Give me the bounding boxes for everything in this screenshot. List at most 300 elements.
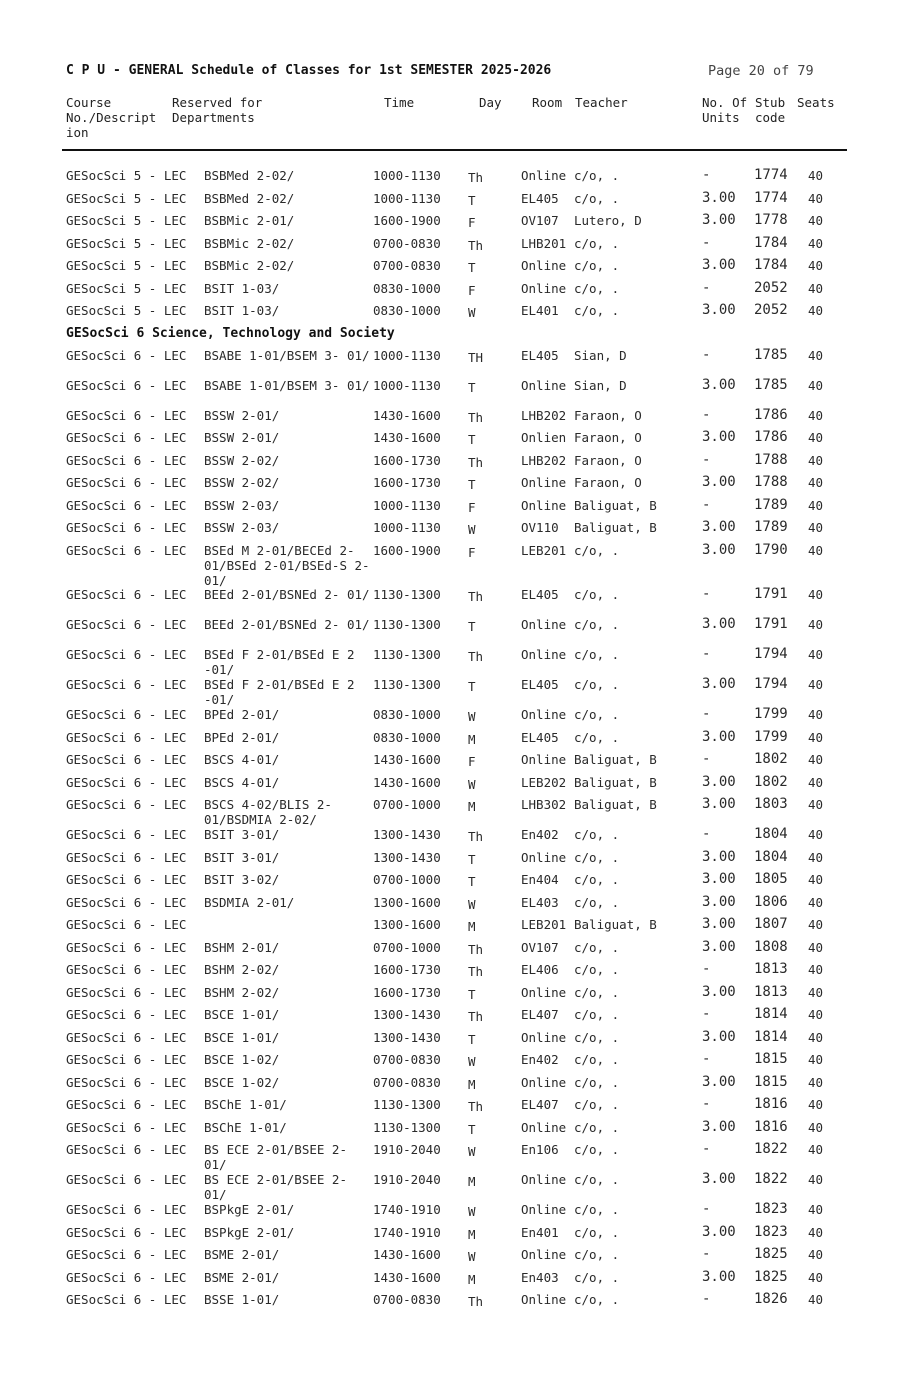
cell-dept: BSSW 2-01/: [204, 407, 280, 423]
cell-course: GESocSci 6 - LEC: [66, 894, 187, 910]
cell-room: EL405: [521, 190, 559, 206]
cell-room: Onlien: [521, 430, 567, 445]
cell-code: 1816: [754, 1118, 788, 1135]
cell-time: 1430-1600: [373, 1247, 441, 1262]
cell-units: 3.00: [702, 938, 736, 955]
cell-teacher: c/o, .: [574, 303, 620, 318]
cell-room: LEB201: [521, 542, 567, 558]
cell-day: W: [468, 896, 476, 912]
cell-course: GESocSci 6 - LEC: [66, 1119, 187, 1135]
cell-code: 1789: [754, 496, 788, 513]
cell-teacher: c/o, .: [574, 729, 620, 745]
table-row: [0, 1172, 900, 1202]
cell-units: 3.00: [702, 429, 736, 445]
cell-dept: BSIT 3-01/: [204, 849, 280, 865]
cell-teacher: c/o, .: [574, 1052, 620, 1067]
cell-teacher: Sian, D: [574, 377, 627, 393]
cell-teacher: c/o, .: [574, 1119, 620, 1135]
cell-units: 3.00: [702, 796, 736, 812]
cell-day: T: [468, 192, 476, 208]
cell-dept: BSSW 2-02/: [204, 475, 280, 490]
cell-time: 1130-1300: [373, 677, 441, 692]
cell-code: 1802: [754, 773, 788, 790]
cell-course: GESocSci 6 - LEC: [66, 872, 187, 887]
table-row: [0, 985, 900, 1008]
cell-time: 1000-1130: [373, 497, 441, 513]
cell-code: 1799: [754, 706, 788, 722]
cell-day: W: [468, 709, 476, 724]
cell-dept: BSDMIA 2-01/: [204, 894, 295, 910]
cell-day: Th: [468, 1099, 484, 1114]
cell-day: M: [468, 1076, 476, 1092]
cell-room: En402: [521, 1052, 559, 1067]
cell-course: GESocSci 6 - LEC: [66, 962, 187, 977]
cell-day: T: [468, 679, 476, 694]
cell-seats: 40: [808, 677, 824, 692]
table-row: [0, 707, 900, 730]
cell-code: 1803: [754, 796, 788, 812]
cell-room: Online: [521, 1247, 567, 1262]
cell-teacher: c/o, .: [574, 617, 620, 632]
cell-room: OV107: [521, 213, 559, 228]
cell-code: 1816: [754, 1096, 788, 1112]
cell-units: -: [702, 406, 711, 423]
cell-code: 1799: [754, 728, 788, 745]
cell-seats: 40: [808, 1074, 824, 1090]
cell-seats: 40: [808, 1097, 824, 1112]
cell-dept: BSCE 1-01/: [204, 1029, 280, 1045]
cell-seats: 40: [808, 939, 824, 955]
cell-code: 1791: [754, 586, 788, 602]
cell-code: 1823: [754, 1201, 788, 1217]
cell-day: Th: [468, 1009, 484, 1024]
cell-teacher: Baliguat, B: [574, 797, 657, 812]
cell-course: GESocSci 6 - LEC: [66, 984, 187, 1000]
cell-code: 1791: [754, 616, 788, 632]
cell-teacher: c/o, .: [574, 190, 620, 206]
cell-day: M: [468, 1174, 476, 1189]
cell-dept: BSME 2-01/: [204, 1269, 280, 1285]
cell-dept: BSPkgE 2-01/: [204, 1202, 295, 1217]
cell-units: -: [702, 279, 711, 296]
cell-course: GESocSci 6 - LEC: [66, 1142, 187, 1157]
cell-time: 1600-1730: [373, 962, 441, 977]
cell-course: GESocSci 6 - LEC: [66, 677, 187, 692]
cell-course: GESocSci 6 - LEC: [66, 752, 187, 767]
header-teacher: Teacher: [575, 95, 628, 110]
cell-day: T: [468, 477, 476, 492]
cell-units: 3.00: [702, 916, 736, 932]
cell-seats: 40: [808, 542, 824, 558]
cell-seats: 40: [808, 617, 824, 632]
cell-code: 1826: [754, 1291, 788, 1307]
cell-teacher: Faraon, O: [574, 407, 642, 423]
cell-seats: 40: [808, 729, 824, 745]
table-row: [0, 797, 900, 827]
cell-dept: BSEd F 2-01/BSEd E 2 -01/: [204, 677, 355, 707]
cell-time: 1600-1900: [373, 542, 441, 558]
table-row: [0, 962, 900, 985]
cell-room: Online: [521, 1202, 567, 1217]
cell-seats: 40: [808, 452, 824, 468]
cell-seats: 40: [808, 377, 824, 393]
cell-teacher: c/o, .: [574, 1029, 620, 1045]
cell-room: Online: [521, 1292, 567, 1307]
cell-time: 1430-1600: [373, 430, 441, 445]
schedule-table: [0, 168, 900, 1315]
cell-teacher: c/o, .: [574, 849, 620, 865]
cell-units: 3.00: [702, 519, 736, 535]
cell-room: EL405: [521, 729, 559, 745]
table-row: [0, 1225, 900, 1248]
cell-teacher: Baliguat, B: [574, 520, 657, 535]
cell-course: GESocSci 6 - LEC: [66, 587, 187, 602]
table-row: [0, 647, 900, 677]
table-row: [0, 258, 900, 281]
cell-course: GESocSci 5 - LEC: [66, 258, 187, 273]
cell-units: 3.00: [702, 616, 736, 632]
cell-teacher: c/o, .: [574, 894, 620, 910]
cell-course: GESocSci 6 - LEC: [66, 1097, 187, 1112]
cell-course: GESocSci 6 - LEC: [66, 377, 187, 393]
cell-dept: BSCS 4-01/: [204, 752, 280, 767]
table-row: [0, 1007, 900, 1030]
cell-room: Online: [521, 377, 567, 393]
cell-room: LHB302: [521, 797, 567, 812]
cell-teacher: c/o, .: [574, 542, 620, 558]
cell-teacher: Faraon, O: [574, 430, 642, 445]
cell-teacher: c/o, .: [574, 939, 620, 955]
cell-code: 1823: [754, 1223, 788, 1240]
cell-day: T: [468, 851, 476, 867]
cell-code: 1788: [754, 474, 788, 490]
table-row: [0, 1075, 900, 1098]
table-row: [0, 1097, 900, 1120]
cell-time: 1430-1600: [373, 407, 441, 423]
cell-seats: 40: [808, 497, 824, 513]
table-row: [0, 587, 900, 617]
cell-room: Online: [521, 752, 567, 767]
table-row: [0, 730, 900, 753]
header-seats: Seats: [797, 95, 835, 110]
cell-day: Th: [468, 454, 484, 470]
cell-time: 1430-1600: [373, 752, 441, 767]
cell-units: -: [702, 234, 711, 251]
cell-course: GESocSci 5 - LEC: [66, 168, 187, 183]
cell-teacher: c/o, .: [574, 1007, 620, 1022]
cell-time: 1740-1910: [373, 1202, 441, 1217]
cell-room: LEB202: [521, 774, 567, 790]
cell-time: 1130-1300: [373, 647, 441, 662]
table-row: [0, 1030, 900, 1053]
cell-course: GESocSci 5 - LEC: [66, 235, 187, 251]
header-stub: Stub code: [755, 95, 786, 125]
cell-day: M: [468, 731, 476, 747]
cell-seats: 40: [808, 168, 824, 183]
page-title: C P U - GENERAL Schedule of Classes for 1st SEMESTER 2025-2026: [66, 63, 552, 78]
cell-dept: BSIT 3-02/: [204, 872, 280, 887]
header-rule: [62, 149, 847, 151]
cell-course: GESocSci 6 - LEC: [66, 1029, 187, 1045]
cell-seats: 40: [808, 647, 824, 662]
table-row: [0, 543, 900, 588]
cell-day: M: [468, 1226, 476, 1242]
cell-room: Online: [521, 1029, 567, 1045]
cell-seats: 40: [808, 1292, 824, 1307]
cell-dept: BSBMed 2-02/: [204, 190, 295, 206]
cell-units: 3.00: [702, 1118, 736, 1135]
cell-course: GESocSci 6 - LEC: [66, 1052, 187, 1067]
cell-time: 1300-1600: [373, 917, 441, 932]
cell-units: 3.00: [702, 257, 736, 273]
cell-units: 3.00: [702, 189, 736, 206]
cell-room: Online: [521, 280, 567, 296]
cell-room: OV107: [521, 939, 559, 955]
table-row: [0, 430, 900, 453]
cell-teacher: c/o, .: [574, 827, 620, 842]
cell-course: GESocSci 6 - LEC: [66, 797, 187, 812]
cell-room: Online: [521, 617, 567, 632]
cell-seats: 40: [808, 1029, 824, 1045]
cell-code: 1813: [754, 961, 788, 977]
cell-room: Online: [521, 497, 567, 513]
cell-time: 1300-1600: [373, 894, 441, 910]
cell-seats: 40: [808, 962, 824, 977]
cell-teacher: c/o, .: [574, 280, 620, 296]
cell-seats: 40: [808, 872, 824, 887]
cell-code: 1794: [754, 676, 788, 692]
table-row: [0, 1052, 900, 1075]
cell-seats: 40: [808, 347, 824, 363]
cell-dept: BS ECE 2-01/BSEE 2- 01/: [204, 1142, 347, 1172]
table-row: [0, 940, 900, 963]
cell-code: 1790: [754, 541, 788, 558]
cell-code: 1822: [754, 1171, 788, 1187]
cell-units: -: [702, 1051, 711, 1067]
cell-dept: BSHM 2-02/: [204, 962, 280, 977]
cell-teacher: c/o, .: [574, 707, 620, 722]
cell-seats: 40: [808, 1202, 824, 1217]
cell-day: T: [468, 379, 476, 395]
cell-units: 3.00: [702, 871, 736, 887]
cell-dept: BSBMic 2-02/: [204, 258, 295, 273]
cell-units: -: [702, 586, 711, 602]
cell-units: 3.00: [702, 1073, 736, 1090]
cell-seats: 40: [808, 1142, 824, 1157]
cell-course: GESocSci 6 - LEC: [66, 917, 187, 932]
cell-units: -: [702, 1246, 711, 1262]
cell-course: GESocSci 6 - LEC: [66, 1247, 187, 1262]
cell-code: 1774: [754, 167, 788, 183]
cell-code: 1778: [754, 212, 788, 228]
cell-teacher: c/o, .: [574, 984, 620, 1000]
cell-day: W: [468, 305, 476, 320]
cell-time: 1130-1300: [373, 617, 441, 632]
cell-dept: BSABE 1-01/BSEM 3- 01/: [204, 347, 370, 363]
cell-course: GESocSci 6 - LEC: [66, 542, 187, 558]
cell-room: LHB202: [521, 407, 567, 423]
cell-day: Th: [468, 964, 484, 979]
cell-code: 2052: [754, 279, 788, 296]
cell-seats: 40: [808, 849, 824, 865]
cell-dept: BSIT 1-03/: [204, 303, 280, 318]
cell-teacher: c/o, .: [574, 1269, 620, 1285]
cell-code: 1774: [754, 189, 788, 206]
cell-dept: BSBMed 2-02/: [204, 168, 295, 183]
cell-teacher: c/o, .: [574, 1172, 620, 1187]
cell-course: GESocSci 6 - LEC: [66, 347, 187, 363]
cell-seats: 40: [808, 303, 824, 318]
cell-room: Online: [521, 475, 567, 490]
cell-day: F: [468, 215, 476, 230]
cell-units: 3.00: [702, 1171, 736, 1187]
cell-room: En403: [521, 1269, 559, 1285]
table-row: [0, 520, 900, 543]
table-row: [0, 775, 900, 798]
cell-dept: BSSE 1-01/: [204, 1292, 280, 1307]
cell-teacher: c/o, .: [574, 1292, 620, 1307]
cell-units: 3.00: [702, 676, 736, 692]
table-row: [0, 498, 900, 521]
cell-day: Th: [468, 589, 484, 604]
cell-course: GESocSci 6 - LEC: [66, 1224, 187, 1240]
cell-time: 1000-1130: [373, 377, 441, 393]
cell-code: 1822: [754, 1141, 788, 1157]
cell-seats: 40: [808, 752, 824, 767]
cell-room: LEB201: [521, 917, 567, 932]
cell-room: En402: [521, 827, 559, 842]
cell-course: GESocSci 6 - LEC: [66, 1172, 187, 1187]
cell-seats: 40: [808, 1172, 824, 1187]
cell-room: EL405: [521, 347, 559, 363]
cell-units: -: [702, 167, 711, 183]
cell-seats: 40: [808, 827, 824, 842]
table-row: [0, 168, 900, 191]
cell-code: 1784: [754, 257, 788, 273]
cell-room: OV110: [521, 520, 559, 535]
cell-dept: BSHM 2-02/: [204, 984, 280, 1000]
cell-time: 1430-1600: [373, 774, 441, 790]
cell-dept: BSEd F 2-01/BSEd E 2 -01/: [204, 647, 355, 677]
cell-code: 1814: [754, 1006, 788, 1022]
cell-course: GESocSci 6 - LEC: [66, 939, 187, 955]
cell-room: Online: [521, 1172, 567, 1187]
table-row: [0, 453, 900, 476]
cell-time: 1740-1910: [373, 1224, 441, 1240]
cell-time: 0830-1000: [373, 729, 441, 745]
cell-dept: BSSW 2-01/: [204, 430, 280, 445]
table-row: [0, 827, 900, 850]
cell-seats: 40: [808, 894, 824, 910]
cell-seats: 40: [808, 984, 824, 1000]
cell-course: GESocSci 5 - LEC: [66, 280, 187, 296]
cell-seats: 40: [808, 1247, 824, 1262]
cell-time: 1600-1730: [373, 452, 441, 468]
cell-dept: BSPkgE 2-01/: [204, 1224, 295, 1240]
cell-day: T: [468, 1121, 476, 1137]
cell-room: Online: [521, 647, 567, 662]
cell-units: -: [702, 1096, 711, 1112]
cell-teacher: Baliguat, B: [574, 917, 657, 932]
cell-dept: BSCE 1-01/: [204, 1007, 280, 1022]
cell-day: Th: [468, 409, 484, 425]
cell-code: 1804: [754, 826, 788, 842]
cell-seats: 40: [808, 917, 824, 932]
cell-dept: BSBMic 2-01/: [204, 213, 295, 228]
cell-course: GESocSci 6 - LEC: [66, 1269, 187, 1285]
cell-day: W: [468, 1204, 476, 1219]
cell-code: 1786: [754, 406, 788, 423]
cell-dept: BSSW 2-03/: [204, 497, 280, 513]
table-row: [0, 1142, 900, 1172]
cell-code: 1813: [754, 983, 788, 1000]
cell-room: En404: [521, 872, 559, 887]
cell-code: 1815: [754, 1073, 788, 1090]
cell-seats: 40: [808, 280, 824, 296]
table-row: [0, 191, 900, 214]
cell-dept: BSIT 1-03/: [204, 280, 280, 296]
section-heading: GESocSci 6 Science, Technology and Society: [66, 325, 395, 341]
cell-teacher: c/o, .: [574, 962, 620, 977]
cell-day: F: [468, 499, 476, 515]
cell-time: 0700-0830: [373, 1052, 441, 1067]
cell-code: 1785: [754, 376, 788, 393]
cell-room: Online: [521, 258, 567, 273]
cell-day: T: [468, 986, 476, 1002]
cell-time: 0700-1000: [373, 939, 441, 955]
table-row: [0, 475, 900, 498]
table-row: [0, 378, 900, 408]
cell-day: TH: [468, 349, 484, 365]
cell-day: T: [468, 1031, 476, 1047]
cell-room: EL406: [521, 962, 559, 977]
cell-course: GESocSci 6 - LEC: [66, 849, 187, 865]
cell-teacher: c/o, .: [574, 677, 620, 692]
cell-teacher: c/o, .: [574, 1097, 620, 1112]
cell-time: 1000-1130: [373, 347, 441, 363]
cell-seats: 40: [808, 774, 824, 790]
cell-code: 1804: [754, 848, 788, 865]
cell-teacher: Baliguat, B: [574, 497, 657, 513]
cell-units: -: [702, 751, 711, 767]
cell-teacher: c/o, .: [574, 587, 620, 602]
cell-course: GESocSci 6 - LEC: [66, 774, 187, 790]
cell-day: W: [468, 1054, 476, 1069]
cell-teacher: c/o, .: [574, 235, 620, 251]
cell-code: 1806: [754, 893, 788, 910]
cell-day: T: [468, 874, 476, 889]
cell-units: 3.00: [702, 1268, 736, 1285]
cell-room: En401: [521, 1224, 559, 1240]
cell-time: 1600-1730: [373, 475, 441, 490]
cell-code: 1786: [754, 429, 788, 445]
cell-seats: 40: [808, 587, 824, 602]
cell-course: GESocSci 6 - LEC: [66, 452, 187, 468]
cell-units: -: [702, 1006, 711, 1022]
cell-teacher: Baliguat, B: [574, 774, 657, 790]
cell-day: T: [468, 432, 476, 447]
cell-dept: BSChE 1-01/: [204, 1097, 287, 1112]
cell-time: 0830-1000: [373, 303, 441, 318]
cell-code: 1808: [754, 938, 788, 955]
table-row: [0, 408, 900, 431]
cell-dept: BEEd 2-01/BSNEd 2- 01/: [204, 617, 370, 632]
table-row: [0, 1270, 900, 1293]
header-units: No. Of Units: [702, 95, 748, 125]
cell-time: 1300-1430: [373, 1029, 441, 1045]
header-day: Day: [479, 95, 502, 110]
cell-day: W: [468, 1249, 476, 1264]
